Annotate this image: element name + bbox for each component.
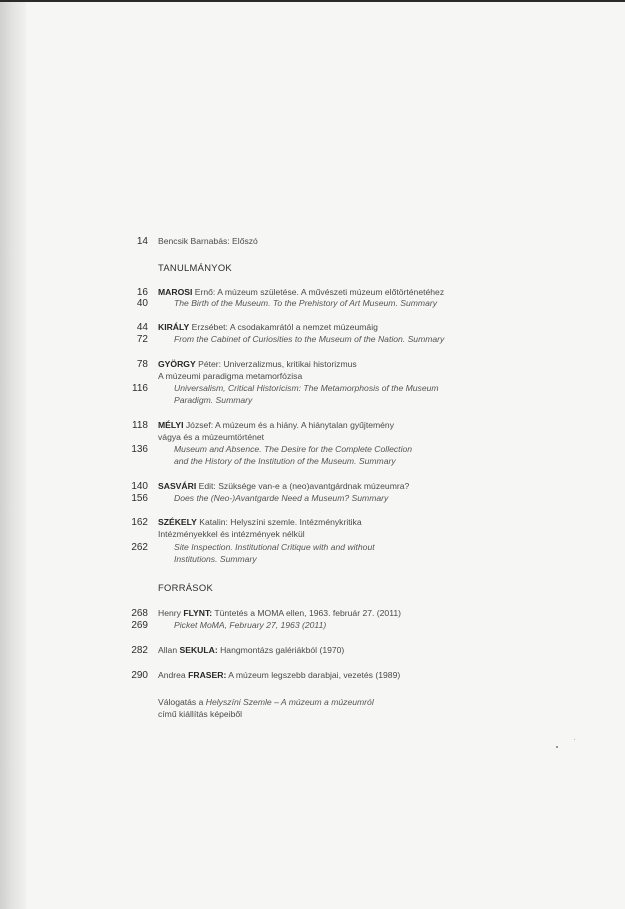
illustrations-note-line2: című kiállítás képeiből [158, 709, 243, 719]
toc-page-number: 136 [131, 444, 148, 455]
toc-page-number: 282 [131, 645, 148, 656]
paper-speck [574, 739, 575, 740]
author-given-name: Allan [158, 645, 178, 655]
author-name: Bencsik Barnabás: [158, 236, 230, 246]
toc-page-number: 269 [131, 620, 148, 631]
entry-summary: Museum and Absence. The Desire for the Complete Collection [174, 444, 413, 454]
toc-page-number: 78 [136, 359, 148, 370]
entry-summary-line2: Institutions. Summary [174, 554, 257, 564]
toc-entry-flynt [158, 608, 401, 620]
entry-summary-line2: and the History of the Institution of the Museum. Summary [174, 456, 396, 466]
author-surname: FRASER: [188, 670, 227, 680]
author-surname: KIRÁLY [158, 322, 190, 332]
author-surname: MAROSI [158, 287, 193, 297]
entry-summary: Picket MoMA, February 27, 1963 (2011) [174, 620, 327, 630]
entry-title: A múzeum születése. A művészeti múzeum előtörténetéhez [217, 287, 445, 297]
author-given-name: Péter: [198, 359, 222, 369]
toc-page-number: 116 [132, 383, 148, 394]
entry-title: Előszó [232, 236, 258, 246]
paper-speck [556, 746, 558, 748]
author-surname: SEKULA: [179, 645, 218, 655]
toc-page-number: 118 [132, 420, 148, 431]
author-surname: GYÖRGY [158, 359, 196, 369]
entry-title: Tüntetés a MOMA ellen, 1963. február 27. (2011) [214, 608, 401, 618]
author-given-name: Erzsébet: [191, 322, 228, 332]
toc-page-number: 72 [136, 334, 148, 345]
toc-page-number: 16 [136, 287, 148, 298]
toc-entry-sasvari [158, 481, 409, 493]
toc-page-number: 140 [131, 481, 148, 492]
toc-entry-bencsik [158, 236, 258, 248]
note-prefix: Válogatás a [158, 697, 204, 707]
toc-page-number: 290 [131, 670, 148, 681]
toc-entry-melyi [158, 420, 394, 432]
entry-title: Helyszíni szemle. Intézménykritika [230, 517, 362, 527]
toc-page-number: 44 [136, 322, 148, 333]
toc-entry-sekula [158, 645, 344, 657]
author-given-name: Henry [158, 608, 181, 618]
entry-title: Univerzalizmus, kritikai historizmus [223, 359, 357, 369]
entry-summary: From the Cabinet of Curiosities to the Museum of the Nation. Summary [174, 334, 445, 344]
toc-page-number: 14 [136, 236, 148, 247]
entry-title-line2: A múzeumi paradigma metamorfózisa [158, 371, 303, 381]
author-given-name: József: [185, 420, 214, 430]
entry-summary: Universalism, Critical Historicism: The Metamorphosis of the Museum [174, 383, 439, 393]
toc-entry-kiraly [158, 322, 378, 334]
author-given-name: Katalin: [199, 517, 228, 527]
toc-page-number: 268 [131, 608, 148, 619]
author-surname: FLYNT: [183, 608, 213, 618]
entry-summary-line2: Paradigm. Summary [174, 395, 253, 405]
toc-page-number: 156 [131, 493, 148, 504]
section-heading-studies: TANULMÁNYOK [158, 262, 232, 273]
toc-entry-szekely [158, 517, 362, 529]
entry-title: A csodakamrától a nemzet múzeumáig [229, 322, 378, 332]
entry-summary: The Birth of the Museum. To the Prehistory of Art Museum. Summary [174, 298, 438, 308]
toc-page-number: 262 [131, 542, 148, 553]
toc-page-number: 40 [136, 298, 148, 309]
author-given-name: Ernő: [194, 287, 216, 297]
entry-title: Hangmontázs galériákból (1970) [220, 645, 345, 655]
author-given-name: Andrea [158, 670, 186, 680]
toc-page-number: 162 [131, 517, 148, 528]
toc-entry-gyorgy [158, 359, 357, 371]
author-given-name: Edit: [198, 481, 216, 491]
illustrations-note [158, 697, 374, 709]
author-surname: SZÉKELY [158, 517, 197, 527]
entry-title: Szüksége van-e a (neo)avantgárdnak múzeumra? [218, 481, 410, 491]
note-exhibition-title: Helyszíni Szemle – A múzeum a múzeumról [205, 697, 374, 707]
entry-summary: Site Inspection. Institutional Critique with and without [174, 542, 375, 552]
author-surname: MÉLYI [158, 420, 184, 430]
entry-title-line2: vágya és a múzeumtörténet [158, 432, 265, 442]
entry-summary: Does the (Neo-)Avantgarde Need a Museum? Summary [174, 493, 389, 503]
entry-title: A múzeum legszebb darabjai, vezetés (1989) [228, 670, 401, 680]
author-surname: SASVÁRI [158, 481, 197, 491]
entry-title-line2: Intézményekkel és intézmények nélkül [158, 529, 305, 539]
section-heading-sources: FORRÁSOK [158, 582, 214, 593]
entry-title: A múzeum és a hiány. A hiánytalan gyűjtemény [215, 420, 395, 430]
toc-entry-fraser [158, 670, 400, 682]
